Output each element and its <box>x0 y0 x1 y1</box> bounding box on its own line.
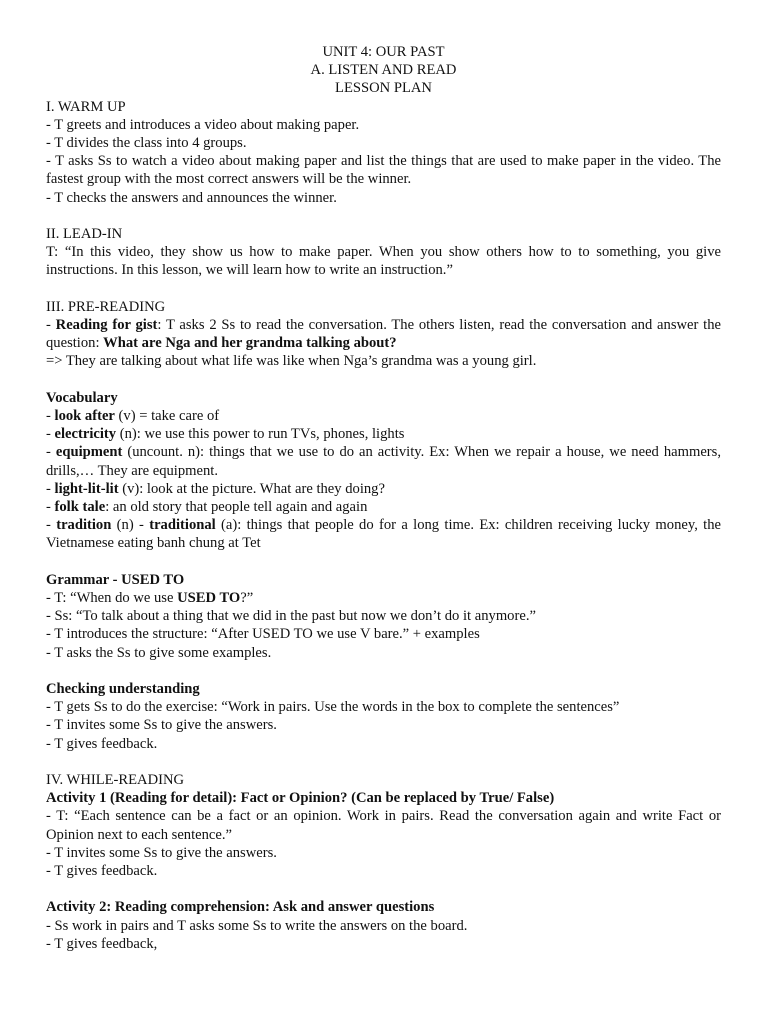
checking-line: - T invites some Ss to give the answers. <box>46 717 277 734</box>
checking-heading: Checking understanding <box>46 681 200 698</box>
vocab-def: (a): things that people do for a long time. Ex: children receiving lucky money, the Vietnamese eating banh chung at Tet <box>46 517 722 552</box>
warmup-heading: I. WARM UP <box>46 98 126 115</box>
grammar-heading: Grammar - USED TO <box>46 571 185 588</box>
warmup-line: - T checks the answers and announces the winner. <box>46 189 337 206</box>
vocabulary-section <box>46 389 721 553</box>
activity2-line: - Ss work in pairs and T asks some Ss to write the answers on the board. <box>46 917 468 934</box>
vocab-item: - folk tale: an old story that people tell again and again <box>46 499 368 516</box>
activity2-heading: Activity 2: Reading comprehension: Ask and answer questions <box>46 899 435 916</box>
unit-title: UNIT 4: OUR PAST <box>322 44 445 60</box>
whilereading-section <box>46 771 721 880</box>
gist-prefix: - <box>46 317 56 334</box>
gist-question: What are Nga and her grandma talking about? <box>103 335 397 352</box>
prereading-section <box>46 298 721 371</box>
gist-text: : T asks 2 Ss to read the conversation. The others listen, read the conversation and answer the question: <box>46 317 721 352</box>
grammar-question: - T: “When do we use USED TO?” <box>46 590 254 607</box>
leadin-section <box>46 225 721 280</box>
vocab-term: tradition <box>56 517 112 534</box>
vocab-term: equipment <box>55 444 123 461</box>
activity2-section <box>46 898 721 953</box>
gist-label: Reading for gist <box>55 317 158 334</box>
vocab-item: - look after (v) = take care of <box>46 408 220 425</box>
vocab-def: (v): look at the picture. What are they doing? <box>118 480 385 497</box>
checking-section <box>46 680 721 753</box>
activity1-line: - T: “Each sentence can be a fact or an opinion. Work in pairs. Read the conversation again and write Fact or Opinion next to each sentence.” <box>46 808 721 843</box>
vocab-item: - equipment (uncount. n): things that we use to do an activity. Ex: When we repair a house, we need hammers, drills,… They are equipment. <box>46 444 721 479</box>
vocab-def: : an old story that people tell again and again <box>105 499 368 516</box>
gist-answer: => They are talking about what life was like when Nga’s grandma was a young girl. <box>46 353 537 370</box>
prereading-heading: III. PRE-READING <box>46 298 166 315</box>
vocab-def: (n): we use this power to run TVs, phones, lights <box>116 426 405 443</box>
vocab-item: - tradition (n) - traditional (a): things that people do for a long time. Ex: children receiving lucky money, the Vietnamese eating banh chung at Tet <box>46 517 722 552</box>
vocab-item: - electricity (n): we use this power to run TVs, phones, lights <box>46 426 405 443</box>
activity1-heading: Activity 1 (Reading for detail): Fact or Opinion? (Can be replaced by True/ False) <box>46 790 555 807</box>
warmup-line: - T divides the class into 4 groups. <box>46 135 247 152</box>
warmup-line: - T greets and introduces a video about making paper. <box>46 116 360 133</box>
section-title: A. LISTEN AND READ <box>310 62 457 79</box>
activity2-line: - T gives feedback, <box>46 935 158 952</box>
grammar-line: - Ss: “To talk about a thing that we did in the past but now we don’t do it anymore.” <box>46 608 536 625</box>
vocab-term: traditional <box>149 517 216 534</box>
lesson-plan-title: LESSON PLAN <box>335 80 432 97</box>
activity1-line: - T invites some Ss to give the answers. <box>46 844 277 861</box>
document-title-block <box>46 43 721 98</box>
leadin-text: T: “In this video, they show us how to make paper. When you show others how to to something, you give instructions. In this lesson, we will learn how to write an instruction.” <box>46 244 721 279</box>
vocab-def: (v) = take care of <box>114 408 220 425</box>
vocab-term: folk tale <box>54 499 106 516</box>
vocabulary-heading: Vocabulary <box>46 389 118 406</box>
grammar-line: - T asks the Ss to give some examples. <box>46 644 272 661</box>
vocab-mid: (n) - <box>111 517 150 534</box>
gist-paragraph <box>46 316 721 352</box>
vocab-term: light-lit-lit <box>54 480 119 497</box>
leadin-heading: II. LEAD-IN <box>46 226 123 243</box>
vocab-term: electricity <box>54 426 117 443</box>
grammar-line: - T introduces the structure: “After USED TO we use V bare.” + examples <box>46 626 480 643</box>
warmup-section <box>46 98 721 207</box>
activity1-line: - T gives feedback. <box>46 863 158 880</box>
grammar-used-to: USED TO <box>177 590 241 607</box>
checking-line: - T gets Ss to do the exercise: “Work in pairs. Use the words in the box to complete the sentences” <box>46 699 620 716</box>
warmup-line: - T asks Ss to watch a video about making paper and list the things that are used to make paper in the video. The fastest group with the most correct answers will be the winner. <box>46 153 721 188</box>
checking-line: - T gives feedback. <box>46 735 158 752</box>
vocab-term: look after <box>54 408 115 425</box>
vocab-item: - light-lit-lit (v): look at the picture. What are they doing? <box>46 480 385 497</box>
vocab-def: (uncount. n): things that we use to do an activity. Ex: When we repair a house, we need hammers, drills,… They are equipment. <box>46 444 721 479</box>
whilereading-heading: IV. WHILE-READING <box>46 772 185 789</box>
grammar-section <box>46 571 721 662</box>
